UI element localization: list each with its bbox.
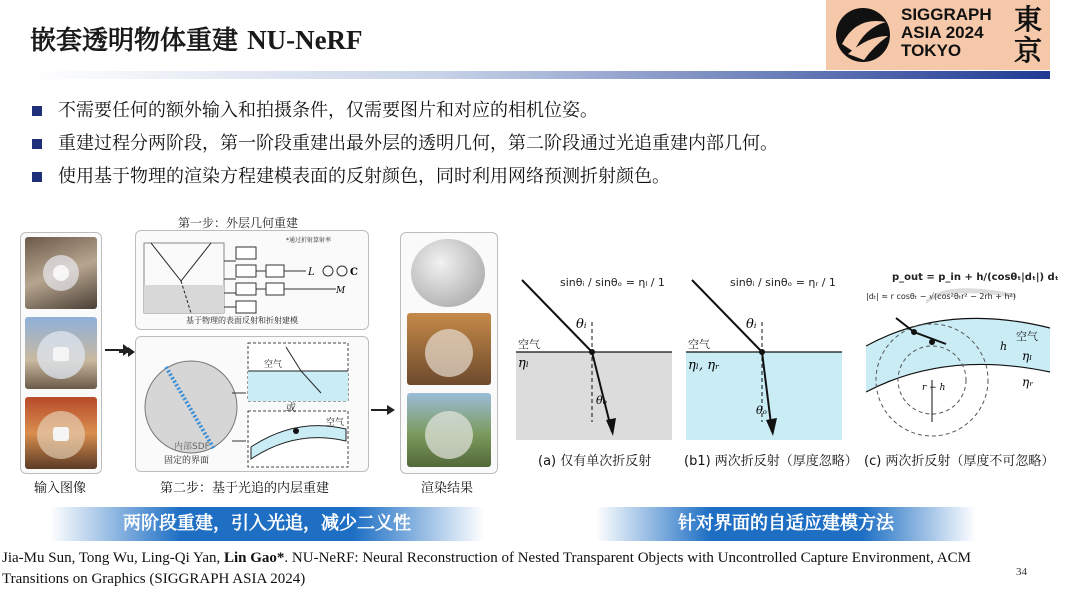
step2-title: 第二步：基于光追的内层重建 [160, 481, 330, 496]
input-photo-1 [25, 237, 97, 309]
banner-adaptive-interface: 针对界面的自适应建模方法 [596, 507, 976, 541]
page-title [30, 20, 363, 57]
step1-panel [135, 230, 369, 330]
caption-a: (a) 仅有单次折反射 [538, 454, 652, 469]
input-images-panel [20, 232, 102, 474]
air-label-b: 空气 [688, 338, 710, 351]
render-results-label: 渲染结果 [421, 481, 474, 496]
path-equation-c2: |dₜ| ≈ r cosθₜ − √(cos²θₜr² − 2rh + h²) [866, 292, 1016, 301]
svg-text:θₒ: θₒ [596, 394, 607, 407]
bullet-item: 使用基于物理的渲染方程建模表面的反射颜色，同时利用网络预测折射颜色。 [30, 160, 778, 193]
input-images-label: 输入图像 [34, 481, 87, 496]
path-equation-c1: p_out = p_in + h/(cosθₜ|dₜ|) dₜ [892, 272, 1059, 283]
title-en: NU-NeRF [247, 25, 363, 55]
svg-text:M: M [336, 286, 346, 296]
input-photo-2 [25, 317, 97, 389]
step2-air-label-2: 空气 [326, 418, 345, 428]
diagram-single-refraction [516, 272, 672, 440]
title-divider [30, 71, 1050, 79]
bullet-list [30, 94, 778, 193]
render-results-panel [400, 232, 498, 474]
step2-air-label: 空气 [264, 360, 283, 370]
step2-panel [135, 336, 369, 472]
inner-sdf-label: 内部SDF [174, 442, 210, 452]
logo-line3: TOKYO [901, 41, 962, 60]
svg-text:h: h [1000, 340, 1008, 353]
air-label-a: 空气 [518, 338, 540, 351]
step1-note: *通过折射算射率 [286, 237, 332, 244]
snell-equation-a: sinθᵢ / sinθₒ = ηₗ / 1 [560, 276, 665, 289]
svg-text:θᵢ: θᵢ [746, 317, 757, 332]
svg-text:ηₗ: ηₗ [1022, 349, 1033, 363]
step1-subtitle: 基于物理的表面反射和折射建模 [186, 316, 298, 325]
diagram-thin-refraction [686, 272, 842, 440]
page-number: 34 [1016, 566, 1027, 578]
title-cn: 嵌套透明物体重建 [30, 26, 239, 56]
banner-two-stage: 两阶段重建，引入光追，减少二义性 [50, 507, 484, 541]
logo-line2: ASIA 2024 [901, 23, 984, 42]
logo-kanji [1014, 4, 1044, 66]
citation-authors: Jia-Mu Sun, Tong Wu, Ling-Qi Yan, [2, 550, 224, 566]
snell-equation-b: sinθᵢ / sinθₒ = ηᵣ / 1 [730, 276, 836, 289]
siggraph-asia-logo [826, 0, 1050, 70]
svg-text:ηᵣ: ηᵣ [1022, 375, 1034, 389]
arrow-right-icon [370, 402, 396, 418]
logo-kanji2: 京 [1014, 34, 1043, 67]
arrow-right-icon [118, 344, 136, 360]
logo-wordmark [901, 6, 1011, 60]
render-teapot [411, 239, 485, 307]
caption-c: (c) 两次折反射（厚度不可忽略） [864, 454, 1055, 469]
input-photo-3 [25, 397, 97, 469]
step2-or-label: 或 [286, 403, 296, 414]
step1-title: 第一步：外层几何重建 [178, 216, 299, 230]
air-label-c: 空气 [1016, 330, 1038, 343]
svg-text:θₒ: θₒ [756, 404, 767, 417]
render-photo-2 [407, 393, 491, 467]
svg-text:C: C [350, 267, 358, 278]
diagram-thick-refraction [866, 272, 1059, 440]
svg-text:r − h: r − h [922, 383, 946, 393]
bullet-item: 不需要任何的额外输入和拍摄条件，仅需要图片和对应的相机位姿。 [30, 94, 778, 127]
citation-corresponding-author: Lin Gao* [223, 550, 285, 566]
svg-text:θᵢ: θᵢ [576, 317, 587, 332]
citation-details: . NU-NeRF: Neural Reconstruction of Nested Transparent Objects with Uncontrolled Capture Environment, ACM Transitions on Graphics (SIGGRAPH ASIA 2024) [2, 550, 971, 587]
render-photo-1 [407, 313, 491, 385]
logo-kanji1: 東 [1014, 3, 1043, 36]
fixed-interface-label: 固定的界面 [164, 456, 210, 466]
caption-b: (b1) 两次折反射（厚度忽略） [684, 454, 858, 469]
citation [2, 548, 1012, 590]
svg-text:L: L [308, 267, 315, 278]
bullet-item: 重建过程分两阶段，第一阶段重建出最外层的透明几何，第二阶段通过光追重建内部几何。 [30, 127, 778, 160]
svg-text:ηₗ, ηᵣ: ηₗ, ηᵣ [688, 358, 720, 373]
svg-text:ηₗ: ηₗ [518, 356, 529, 371]
siggraph-swirl-icon [834, 6, 892, 64]
logo-line1: SIGGRAPH [901, 5, 992, 24]
